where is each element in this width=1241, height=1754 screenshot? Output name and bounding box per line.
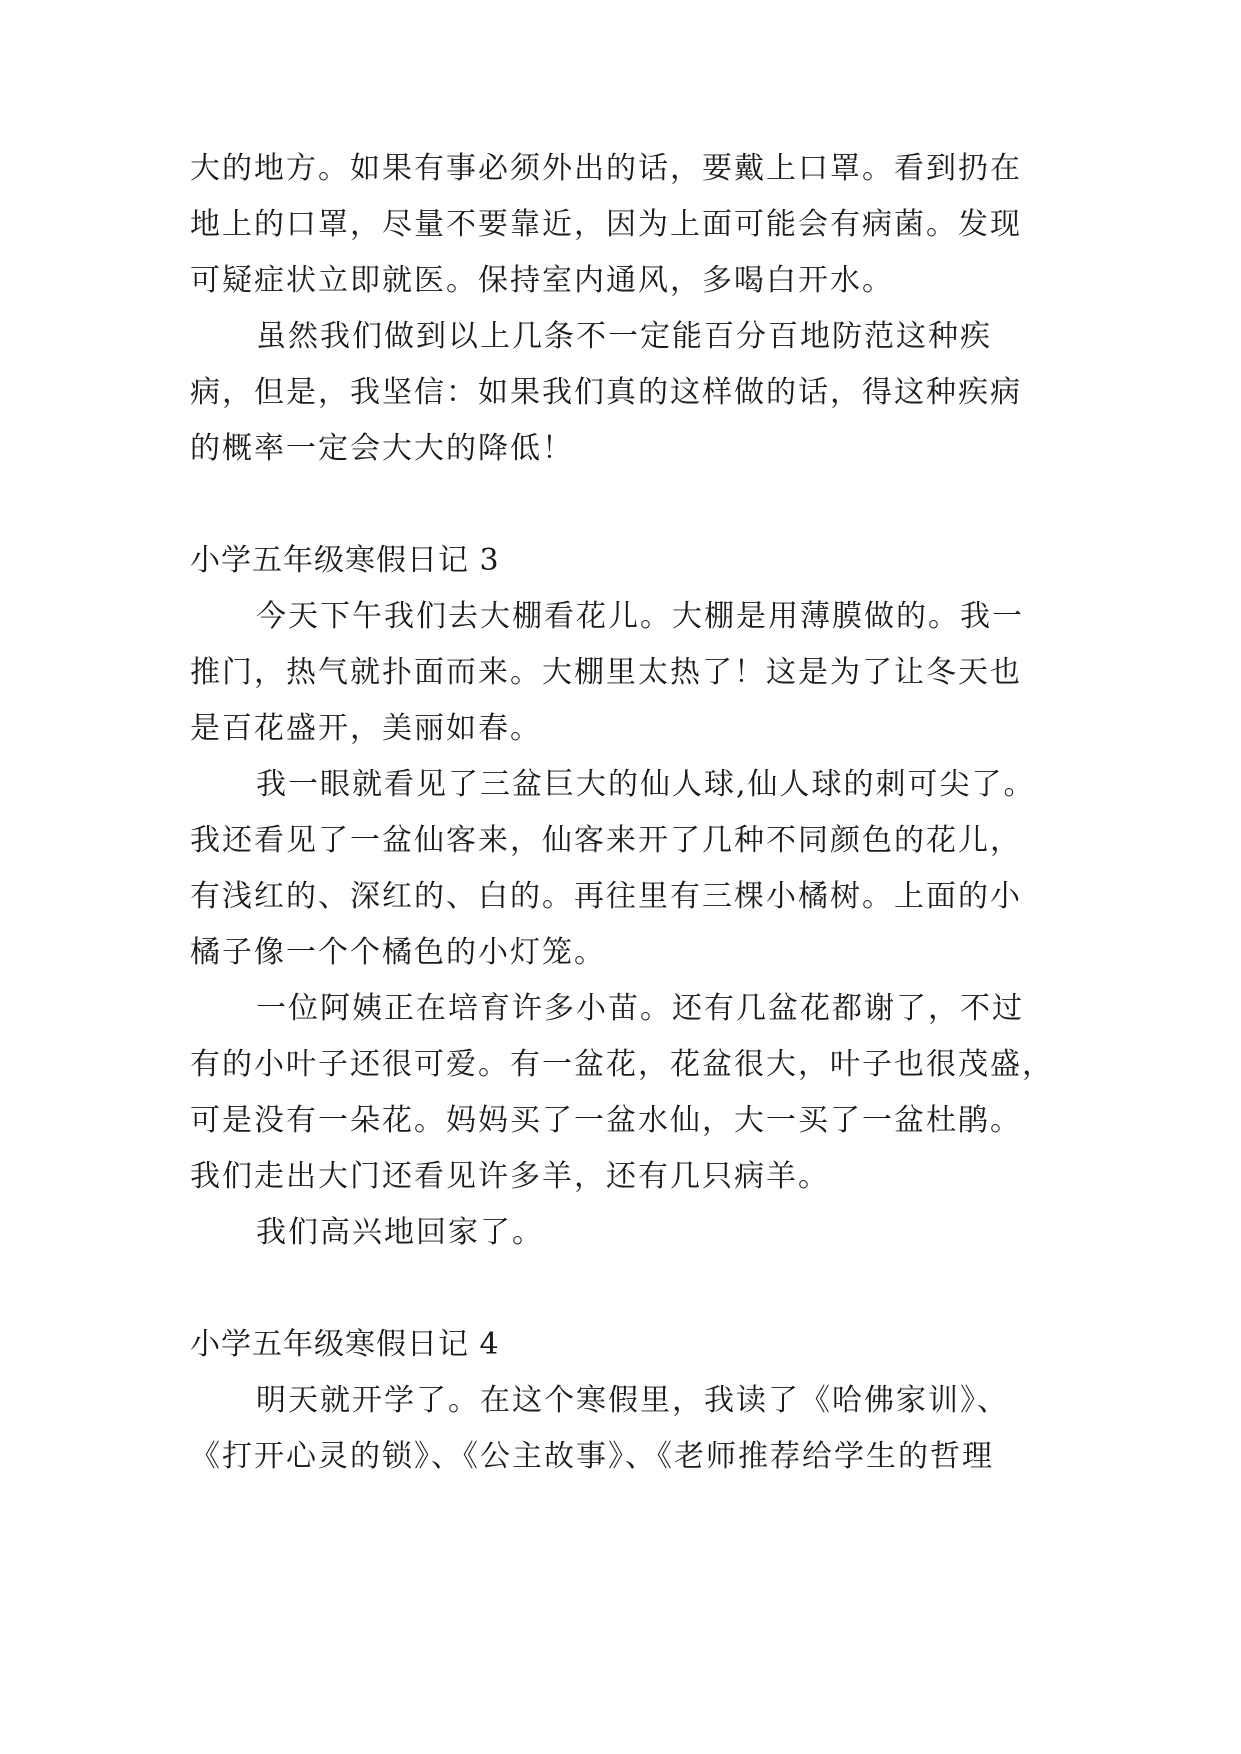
text-line: 虽然我们做到以上几条不一定能百分百地防范这种疾: [256, 319, 992, 354]
text-line: 今天下午我们去大棚看花儿。大棚是用薄膜做的。我一: [256, 599, 1024, 634]
text-line: 的概率一定会大大的降低！: [190, 431, 574, 466]
text-line: 大的地方。如果有事必须外出的话，要戴上口罩。看到扔在: [190, 151, 1022, 186]
text-line: 有浅红的、深红的、白的。再往里有三棵小橘树。上面的小: [190, 879, 1022, 914]
text-line: 我们高兴地回家了。: [256, 1215, 544, 1250]
text-line: 我一眼就看见了三盆巨大的仙人球,仙人球的刺可尖了。: [256, 767, 1036, 802]
text-line: 我还看见了一盆仙客来，仙客来开了几种不同颜色的花儿，: [190, 823, 1022, 858]
section-title: 小学五年级寒假日记 3: [190, 543, 500, 578]
text-line: 我们走出大门还看见许多羊，还有几只病羊。: [190, 1159, 830, 1194]
text-line: 一位阿姨正在培育许多小苗。还有几盆花都谢了，不过: [256, 991, 1024, 1026]
text-line: 明天就开学了。在这个寒假里，我读了《哈佛家训》、: [256, 1383, 1009, 1418]
text-line: 橘子像一个个橘色的小灯笼。: [190, 935, 606, 970]
text-line: 可是没有一朵花。妈妈买了一盆水仙，大一买了一盆杜鹃。: [190, 1103, 1022, 1138]
text-line: 可疑症状立即就医。保持室内通风，多喝白开水。: [190, 263, 894, 298]
text-line: 《打开心灵的锁》、《公主故事》、《老师推荐给学生的哲理: [190, 1439, 994, 1474]
text-line: 地上的口罩，尽量不要靠近，因为上面可能会有病菌。发现: [190, 207, 1022, 242]
section-title: 小学五年级寒假日记 4: [190, 1327, 500, 1362]
text-line: 是百花盛开，美丽如春。: [190, 711, 542, 746]
text-line: 有的小叶子还很可爱。有一盆花，花盆很大，叶子也很茂盛，: [190, 1047, 1054, 1082]
text-line: 病，但是，我坚信：如果我们真的这样做的话，得这种疾病: [190, 375, 1022, 410]
text-line: 推门，热气就扑面而来。大棚里太热了！这是为了让冬天也: [190, 655, 1022, 690]
